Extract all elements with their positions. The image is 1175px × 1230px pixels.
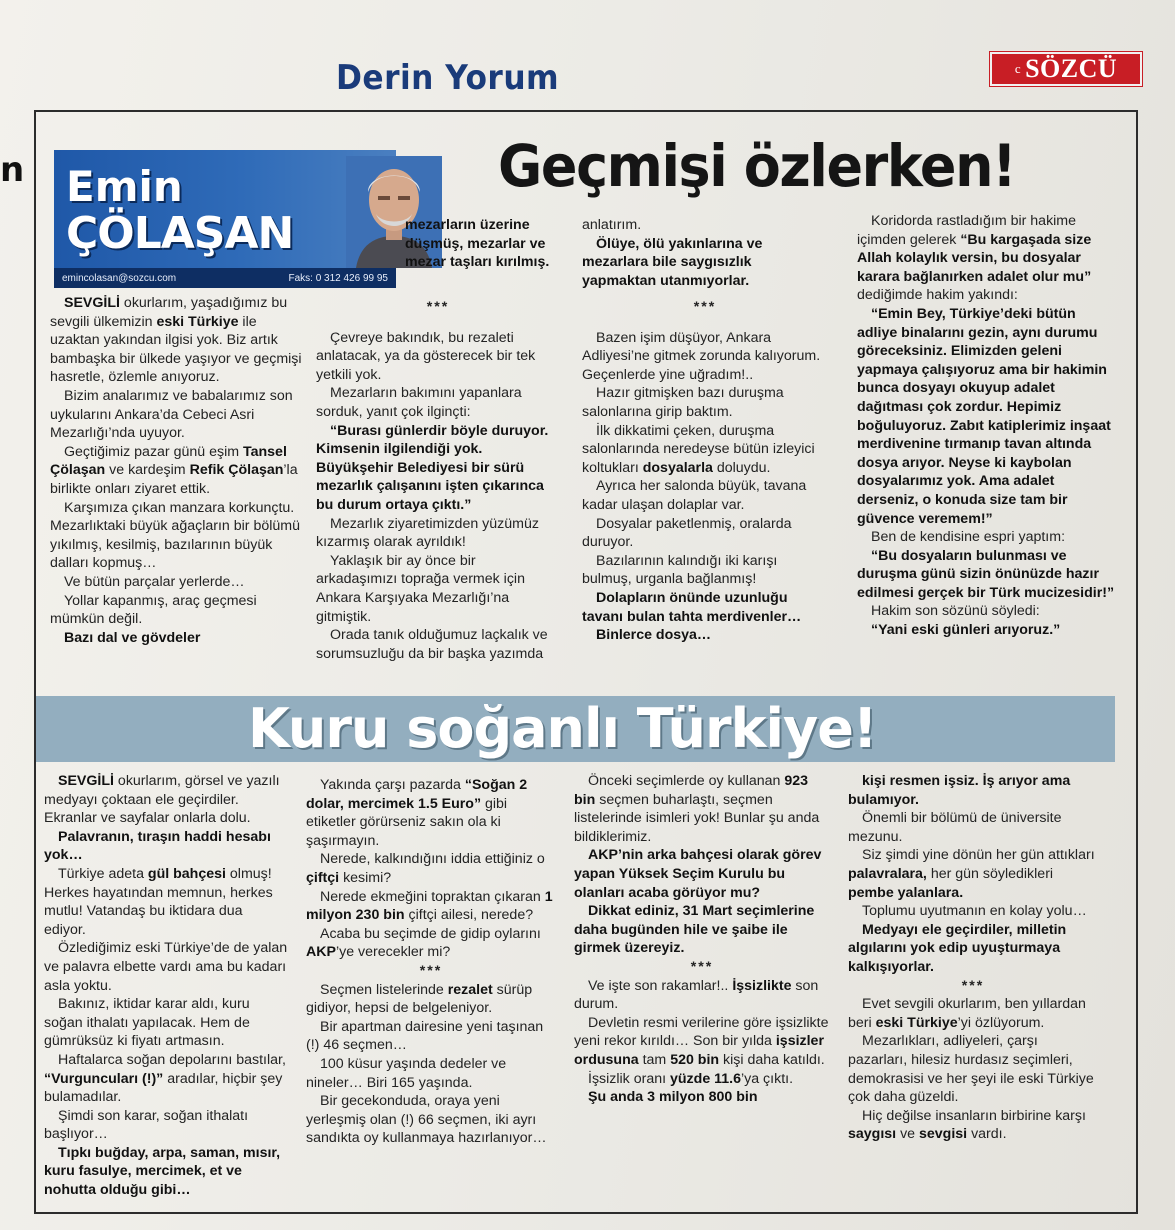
paragraph <box>306 1092 556 1148</box>
paragraph <box>574 902 830 958</box>
text: Çevreye bakındık, bu rezaleti anlatacak, ya da gösterecek bir tek yetkili yok. <box>316 329 536 383</box>
article1-column-3-intro <box>582 216 826 290</box>
article2-column-4 <box>848 772 1098 1144</box>
paragraph <box>44 1051 288 1107</box>
section-title: Derin Yorum <box>336 58 560 98</box>
paragraph <box>574 1014 830 1070</box>
paragraph <box>574 1088 830 1107</box>
adjacent-page-fragment: n <box>0 150 25 190</box>
paragraph <box>316 422 560 515</box>
article2-column-3 <box>574 772 830 1107</box>
bold-text: Refik Çölaşan <box>189 462 284 479</box>
bold-text: sevgisi <box>919 1126 968 1143</box>
text: çiftçi ailesi, nerede? <box>404 907 534 924</box>
text: ile uzaktan yakından ilgisi yok. Biz artık bambaşka bir ülkede yaşıyor ve geçmişi hasretle, özlemle anıyoruz. <box>50 313 302 386</box>
bold-text: “Yani eski günleri arıyoruz.” <box>871 622 1061 639</box>
bold-text: Medyayı ele geçirdiler, milletin algılarını yok edip uyuşturmaya kalkışıyorlar. <box>848 921 1067 975</box>
section-divider-stars: *** <box>426 299 450 315</box>
paragraph <box>857 305 1119 528</box>
paragraph <box>857 547 1119 603</box>
bold-text: Binlerce dosya… <box>596 627 712 644</box>
text: anlatırım. <box>582 217 642 233</box>
paragraph <box>848 1032 1098 1106</box>
paragraph <box>306 981 556 1018</box>
paragraph <box>44 772 288 828</box>
section-divider-stars <box>848 977 1098 996</box>
text: ’ye verecekler mi? <box>335 944 451 961</box>
text: Hiç değilse insanların birbirine karşı <box>862 1107 1086 1124</box>
paragraph <box>50 443 302 499</box>
paragraph <box>857 528 1119 547</box>
bold-text: “Bu kargaşada size Allah kolaylık versin, bu dosyalar karara bağlanırken adalet olur mu” <box>857 231 1092 285</box>
paragraph <box>574 846 830 902</box>
bold-text: dosyalarla <box>642 459 713 476</box>
paragraph <box>44 995 288 1051</box>
paragraph <box>316 626 560 663</box>
newspaper-logo <box>990 52 1142 86</box>
text: İşsizlik oranı <box>588 1070 670 1087</box>
paragraph <box>848 1107 1098 1144</box>
text: aradılar, hiçbir şey bulamadılar. <box>44 1070 283 1106</box>
bold-text: İşsizlikte <box>732 977 792 994</box>
text: Ve işte son rakamlar!.. <box>588 977 733 994</box>
bold-text: Bazı dal ve gövdeler <box>64 629 201 646</box>
text: Bizim analarımız ve babalarımız son uykularını Ankara’da Cebeci Asri Mezarlığı’nda uyuyor. <box>50 387 293 442</box>
paragraph <box>848 902 1098 921</box>
bold-text: “Vurguncuları (!)” <box>44 1070 164 1087</box>
paragraph <box>848 921 1098 977</box>
text: Geçtiğimiz pazar günü eşim <box>64 443 243 460</box>
text: Ayrıca her salonda büyük, tavana kadar ulaşan dolaplar var. <box>582 478 807 513</box>
text: Siz şimdi yine dönün her gün attıkları <box>862 847 1095 864</box>
text: Türkiye adeta <box>58 865 148 882</box>
bold-text: Palavranın, tıraşın haddi hesabı yok… <box>44 828 271 864</box>
article1-column-1 <box>50 294 302 647</box>
paragraph <box>582 589 828 626</box>
paragraph <box>857 602 1119 621</box>
bold-text: eski Türkiye <box>156 313 239 330</box>
bold-text: AKP <box>306 944 336 961</box>
article1-column-3 <box>582 298 828 645</box>
text: Mezarlık ziyaretimizden yüzümüz kızarmış olarak ayrıldık! <box>316 515 539 551</box>
text: *** <box>419 962 443 979</box>
paragraph <box>857 212 1119 305</box>
paragraph <box>50 573 302 592</box>
author-email: emincolasan@sozcu.com <box>62 272 177 284</box>
text: Devletin resmi verilerine göre işsizlikte yeni rekor kırıldı… Son bir yılda <box>574 1014 829 1050</box>
logo-text: SÖZCÜ <box>1025 54 1118 83</box>
bold-text: mezarların üzerine düşmüş, mezarlar ve mezar taşları kırılmış. <box>405 217 550 271</box>
bold-text: 923 bin <box>574 773 809 808</box>
bold-text: “Soğan 2 dolar, mercimek 1.5 Euro” <box>306 777 528 812</box>
paragraph <box>44 1144 288 1200</box>
paragraph <box>306 850 556 887</box>
text: Bir gecekonduda, oraya yeni yerleşmiş olan (!) 66 seçmen, iki ayrı sandıkta oy kullanmaya hazırlanıyor… <box>306 1093 547 1147</box>
paragraph <box>582 329 828 385</box>
paragraph <box>582 477 828 514</box>
paragraph <box>50 387 302 443</box>
paragraph <box>306 1018 556 1055</box>
paragraph <box>44 865 288 939</box>
bold-text: 520 bin <box>670 1051 720 1068</box>
text: Evet sevgili okurlarım, ben yıllardan beri <box>848 996 1086 1031</box>
bold-text: AKP’nin arka bahçesi olarak görev yapan Yüksek Seçim Kurulu bu olanları acaba görüyor mu? <box>574 847 822 901</box>
text: *** <box>961 977 985 994</box>
paragraph <box>44 828 288 865</box>
text: Toplumu uyutmanın en kolay yolu… <box>862 903 1087 920</box>
paragraph <box>306 776 556 850</box>
text: İlk dikkatimi çeken, duruşma salonlarında neredeyse bütün izleyici koltukları <box>582 422 815 476</box>
text: okurlarım, yaşadığımız bu sevgili ülkemizin <box>50 295 288 330</box>
text: Önceki seçimlerde oy kullanan <box>588 773 785 789</box>
text: ’yi özlüyorum. <box>957 1014 1045 1031</box>
text: Bakınız, iktidar karar aldı, kuru soğan ithalatı yapılacak. Hem de gümrüksüz ki fiyatı artmasın. <box>44 996 250 1050</box>
text: kesimi? <box>339 869 392 886</box>
paragraph <box>306 925 556 962</box>
bold-text: yüzde 11.6 <box>670 1070 741 1087</box>
paragraph <box>574 1070 830 1089</box>
paragraph <box>50 592 302 629</box>
bold-text: gül bahçesi <box>147 865 226 882</box>
article1-headline: Geçmişi özlerken! <box>498 132 1016 200</box>
bold-text: 1 milyon 230 bin <box>306 888 553 924</box>
bold-text: eski Türkiye <box>875 1014 958 1031</box>
article2-column-2 <box>306 776 556 1148</box>
text: sürüp gidiyor, hepsi de belgeleniyor. <box>306 981 533 1017</box>
text: Özlediğimiz eski Türkiye’de de yalan ve palavra elbette vardı ama bu kadarı asla yoktu. <box>44 940 288 994</box>
text: her gün söyledikleri <box>926 865 1054 882</box>
section-divider-stars <box>574 958 830 977</box>
author-banner <box>54 150 396 288</box>
text: Acaba bu seçimde de gidip oylarını <box>320 925 541 942</box>
text: Hakim son sözünü söyledi: <box>871 603 1040 620</box>
bold-text: “Burası günlerdir böyle duruyor. Kimsenin ilgilendiği yok. Büyükşehir Belediyesi bir sürü mezarlık çalışanını işten çıkarınca bu durum ortaya çıktı.” <box>316 422 549 513</box>
article2-headline: Kuru soğanlı Türkiye! <box>248 697 877 760</box>
text: Orada tanık olduğumuz laçkalık ve sorumsuzluğu da bir başka yazımda <box>316 627 548 662</box>
bold-text: SEVGİLİ <box>64 295 120 311</box>
text: Dosyalar paketlenmiş, oralarda duruyor. <box>582 515 792 551</box>
bold-text: rezalet <box>447 981 493 998</box>
paragraph <box>574 977 830 1014</box>
text: Koridorda rastladığım bir hakime içimden gelerek <box>857 213 1077 248</box>
text: Yaklaşık bir ay önce bir arkadaşımızı toprağa vermek için Ankara Karşıyaka Mezarlığı’na gitmiştik. <box>316 552 525 625</box>
text: Ve bütün parçalar yerlerde… <box>64 573 245 590</box>
paragraph <box>306 1055 556 1092</box>
text: Yollar kapanmış, araç geçmesi mümkün değil. <box>50 592 257 628</box>
article1-column-4 <box>857 212 1119 640</box>
paragraph <box>306 888 556 925</box>
text: Mezarlıkları, adliyeleri, çarşı pazarları, hilesiz hurdasız seçimleri, demokrasisi ve her şeyi ile eski Türkiye çok daha güzeldi. <box>848 1033 1094 1106</box>
text: Şimdi son karar, soğan ithalatı başlıyor… <box>44 1107 249 1143</box>
paragraph <box>316 515 560 552</box>
text: olmuş! Herkes hayatından memnun, herkes mutlu! Vatandaş bu iktidara dua ediyor. <box>44 865 273 938</box>
text: Yakında çarşı pazarda <box>320 777 465 793</box>
article2-column-1 <box>44 772 288 1200</box>
text: Nerede ekmeğini topraktan çıkaran <box>320 888 545 905</box>
bold-text: Ölüye, ölü yakınlarına ve mezarlara bile saygısızlık yapmaktan utanmıyorlar. <box>582 235 763 289</box>
text: tam <box>638 1051 671 1068</box>
text: Bazen işim düşüyor, Ankara Adliyesi’ne gitmek zorunda kalıyorum. Geçenlerde yine uğradım!.. <box>582 329 821 383</box>
text: 100 küsur yaşında dedeler ve nineler… Biri 165 yaşında. <box>306 1055 507 1091</box>
text: Seçmen listelerinde <box>320 981 448 998</box>
section-divider-stars <box>306 962 556 981</box>
paragraph <box>848 772 1098 809</box>
bold-text: saygısı <box>848 1126 897 1143</box>
text: Mezarların bakımını yapanlara sorduk, yanıt çok ilginçti: <box>316 385 522 420</box>
text: seçmen buharlaştı, seçmen listelerinde isimleri yok! Bunlar şu anda bildiklerimiz. <box>574 791 820 845</box>
section-divider-stars: *** <box>693 299 717 315</box>
paragraph <box>582 515 828 552</box>
author-last-name: ÇÖLAŞAN <box>66 208 294 259</box>
paragraph <box>582 626 828 645</box>
text: Hazır gitmişken bazı duruşma salonlarına girip baktım. <box>582 385 784 420</box>
paragraph <box>316 552 560 626</box>
paragraph <box>44 1107 288 1144</box>
paragraph <box>50 294 302 387</box>
paragraph <box>582 216 826 235</box>
text: Bir apartman dairesine yeni taşınan (!) 46 seçmen… <box>306 1018 544 1054</box>
paragraph <box>582 552 828 589</box>
bold-text: “Bu dosyaların bulunması ve duruşma günü sizin önünüzde hazır edilmesi gerçek bir Türk mucizesidir!” <box>857 547 1115 601</box>
text: Ben de kendisine espri yaptım: <box>871 529 1066 546</box>
text: Haftalarca soğan depolarını bastılar, <box>58 1051 286 1068</box>
paragraph <box>316 384 560 421</box>
text: okurlarım, görsel ve yazılı medyayı çoktaan ele geçirdiler. Ekranlar ve sayfalar onlarla dolu. <box>44 773 280 827</box>
paragraph <box>582 235 826 291</box>
bold-text: “Emin Bey, Türkiye’deki bütün adliye binalarını gezin, aynı durumu göreceksiniz. Elimizden geleni yapmaya çalışıyoruz ama bir hakimin bunca dosyayı okuyup adalet dağıtması çok zordur. Hepimiz boğuluyoruz. Zabıt katiplerimiz inşaat merdivenine tırmanıp tavan altında dosya arıyor. Neyse ki kaybolan dosyalarımız yok. Ama adalet derseniz, o konuda size tam bir güvence veremem!” <box>857 305 1111 527</box>
paragraph <box>405 216 555 272</box>
text: Bazılarının kalındığı iki karışı bulmuş, urganla bağlanmış! <box>582 552 778 588</box>
text: son durum. <box>574 977 819 1013</box>
paragraph <box>44 939 288 995</box>
text: vardı. <box>967 1126 1007 1143</box>
bold-text: işsizler ordusuna <box>574 1033 824 1068</box>
paragraph <box>50 629 302 648</box>
author-first-name: Emin <box>66 162 183 211</box>
text: ’ya çıktı. <box>740 1070 794 1087</box>
author-fax: Faks: 0 312 426 99 95 <box>288 272 388 284</box>
paragraph <box>848 846 1098 902</box>
text: ve kardeşim <box>105 462 190 479</box>
text: Önemli bir bölümü de üniversite mezunu. <box>848 810 1062 845</box>
bold-text: Tıpkı buğday, arpa, saman, mısır, kuru fasulye, mercimek, et ve nohutta olduğu gibi… <box>44 1144 281 1199</box>
bold-text: pembe yalanlara. <box>848 884 964 901</box>
text: ’la birlikte onları ziyaret ettik. <box>50 462 298 497</box>
paragraph <box>574 772 830 846</box>
bold-text: Tansel Çölaşan <box>50 443 287 479</box>
author-contact-strip <box>54 268 396 288</box>
paragraph <box>316 329 560 385</box>
bold-text: kişi resmen işsiz. İş arıyor ama bulamıyor. <box>848 773 1071 808</box>
text: Nerede, kalkındığını iddia ettiğiniz o <box>320 851 545 868</box>
bold-text: Dolapların önünde uzunluğu tavanı bulan tahta merdivenler… <box>582 589 802 625</box>
article1-column-2-intro <box>405 216 555 272</box>
bold-text: Şu anda 3 milyon 800 bin <box>588 1089 758 1106</box>
paragraph <box>50 499 302 573</box>
article1-column-2 <box>316 298 560 663</box>
paragraph <box>582 384 828 421</box>
bold-text: SEVGİLİ <box>58 773 114 789</box>
text: *** <box>690 958 714 975</box>
text: gibi etiketler görürseniz sakın ola ki şaşırmayın. <box>306 795 508 849</box>
paragraph <box>848 809 1098 846</box>
logo-mark: c <box>1014 61 1022 76</box>
text: dediğimde hakim yakındı: <box>857 287 1018 304</box>
bold-text: çiftçi <box>306 869 340 886</box>
paragraph <box>857 621 1119 640</box>
bold-text: palavralara, <box>848 865 927 882</box>
text: ve <box>896 1126 919 1143</box>
bold-text: Dikkat ediniz, 31 Mart seçimlerine daha bugünden hile ve şaibe ile girmek üzereyiz. <box>574 903 815 957</box>
text: Karşımıza çıkan manzara korkunçtu. Mezarlıktaki büyük ağaçların bir bölümü yıkılmış, kesilmiş, bazılarının büyük dalları kopmuş… <box>50 499 300 572</box>
text: doluydu. <box>712 459 771 476</box>
paragraph <box>582 422 828 478</box>
text: kişi daha katıldı. <box>719 1051 825 1068</box>
paragraph <box>848 995 1098 1032</box>
